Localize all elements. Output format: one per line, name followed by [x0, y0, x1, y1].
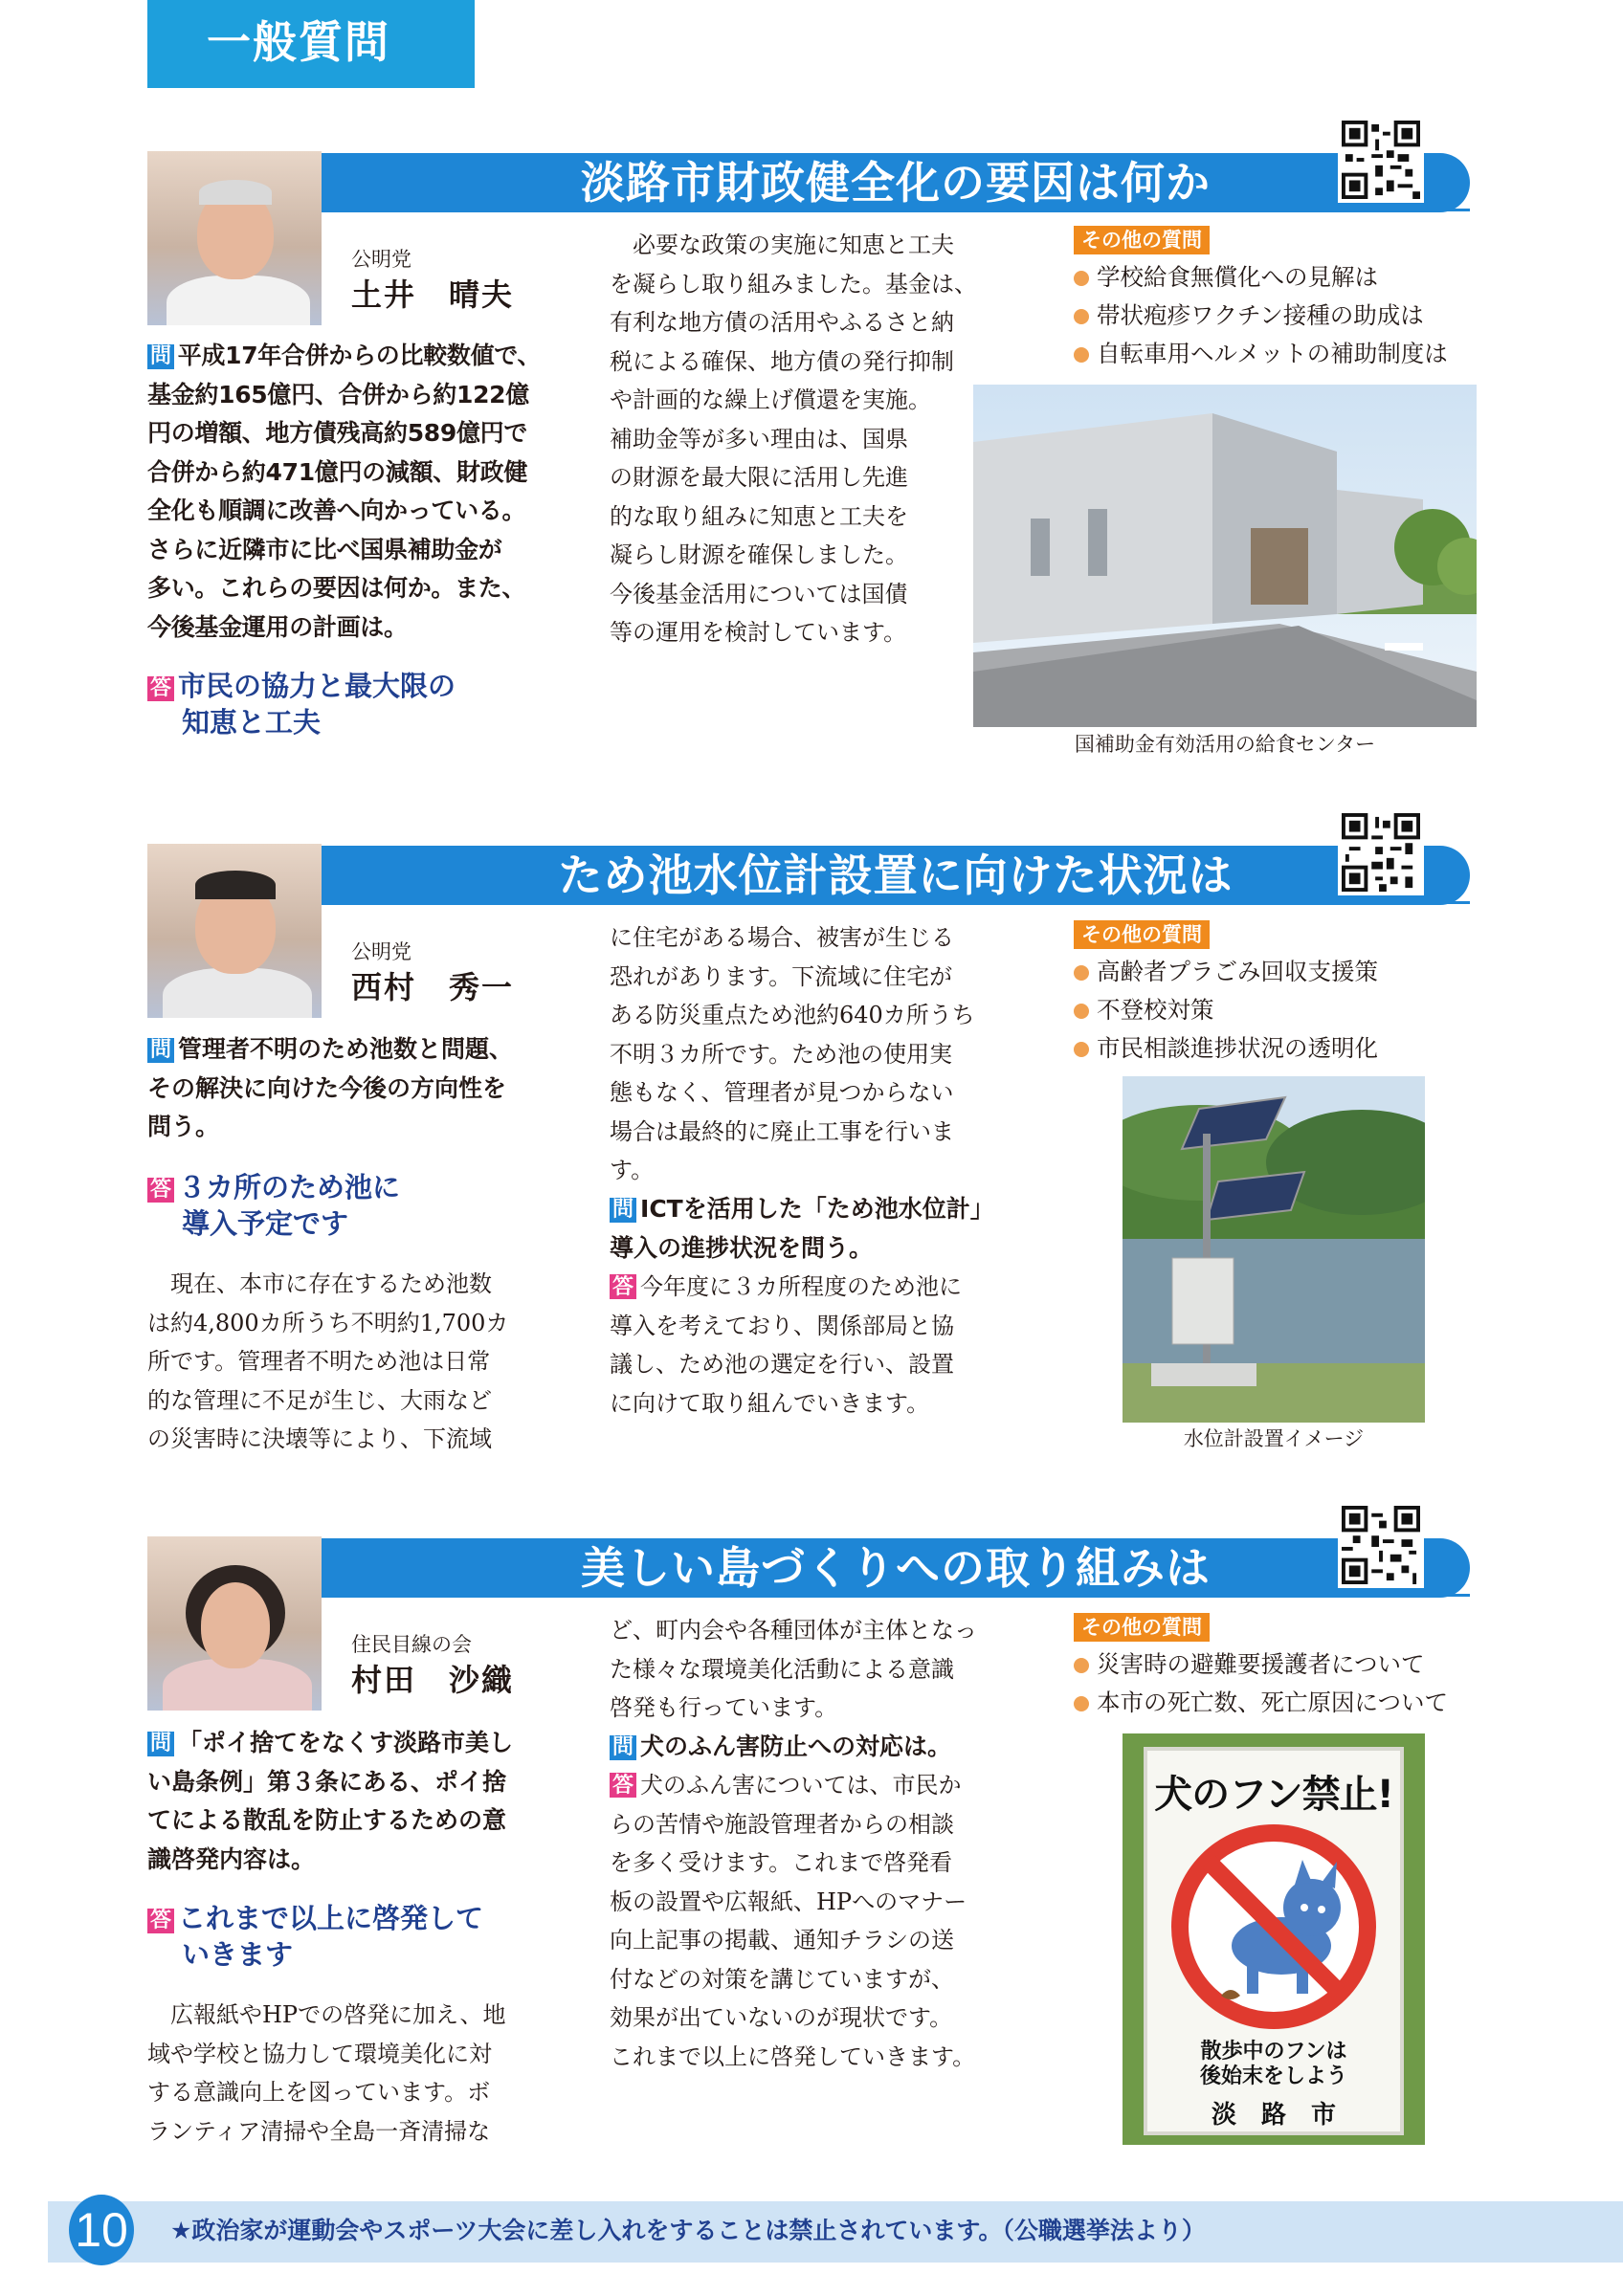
answer-body-3b: ど、町内会や各種団体が主体となっ た様々な環境美化活動による意識 啓発も行っています。	[610, 1617, 977, 1721]
qr-code-3[interactable]	[1338, 1502, 1424, 1588]
list-item: 市民相談進捗状況の透明化	[1074, 1029, 1378, 1068]
answer-body-2c: 答 今年度に３カ所程度のため池に 導入を考えており、関係部局と協 議し、ため池の選定を行い、設置 に向けて取り組んでいきます。	[610, 1273, 963, 1417]
sign-city: 淡 路 市	[1211, 2101, 1336, 2130]
question-mark: 問	[610, 1735, 636, 1760]
question-block-3b: 問 犬のふん害防止への対応は。	[610, 1728, 1031, 1767]
answer-body-2b: に住宅がある場合、被害が生じる 恐れがあります。下流域に住宅が ある防災重点ため池約640カ所うち 不明３カ所です。ため池の使用実 態もなく、管理者が見つからない 場合は最終的に廃止工事を行いま す。	[610, 924, 975, 1183]
list-item: 学校給食無償化への見解は	[1074, 258, 1448, 297]
other-questions-header: その他の質問	[1074, 226, 1210, 254]
answer-heading-1: 答 市民の協力と最大限の 知恵と工夫	[147, 668, 456, 740]
answer-mark: 答	[610, 1274, 636, 1299]
question-block-2b: 問 ICTを活用した「ため池水位計」 導入の進捗状況を問う。	[610, 1195, 994, 1262]
answer-body-3a: 広報紙やHPでの啓発に加え、地 域や学校と協力して環境美化に対 する意識向上を図っています。ボ ランティア清掃や全島一斉清掃な	[147, 2001, 506, 2145]
councillor-name: 土井 晴夫	[351, 276, 515, 313]
list-item: 災害時の避難要援護者について	[1074, 1645, 1448, 1684]
other-questions-3	[1074, 1613, 1448, 1722]
answer-mark: 答	[147, 1178, 174, 1203]
sign-message: 散歩中のフンは 後始末をしよう	[1199, 2040, 1347, 2088]
question-block-1: 問 平成17年合併からの比較数値で、 基金約165億円、合併から約122億 円の増額、地方債残高約589億円で 合併から約471億円の減額、財政健 全化も順調に改善へ向かっている。 さらに近隣市に比べ国県補助金が 多い。これらの要因は何か。また、 今後基金運用の計画は。	[147, 342, 542, 641]
school-lunch-center-photo	[973, 385, 1477, 727]
councillor-photo-murata	[147, 1536, 322, 1711]
other-questions-header: その他の質問	[1074, 920, 1210, 949]
answer-mark: 答	[147, 676, 174, 701]
list-item: 帯状疱疹ワクチン接種の助成は	[1074, 297, 1448, 335]
other-questions-header: その他の質問	[1074, 1613, 1210, 1642]
qr-code-2[interactable]	[1338, 809, 1424, 895]
photo-caption-1: 国補助金有効活用の給食センター	[1074, 733, 1376, 756]
section-1-title: 淡路市財政健全化の要因は何か	[322, 153, 1470, 212]
photo-caption-2: 水位計設置イメージ	[1183, 1427, 1365, 1450]
water-level-gauge-photo	[1123, 1076, 1425, 1423]
party-label: 公明党	[351, 248, 411, 271]
section-tab: 一般質問	[147, 0, 475, 88]
footer-note: ★政治家が運動会やスポーツ大会に差し入れをすることは禁止されています。（公職選挙法より）	[170, 2217, 1206, 2244]
answer-heading-3: 答 これまで以上に啓発して いきます	[147, 1900, 483, 1973]
party-label: 公明党	[351, 940, 411, 963]
question-mark: 問	[610, 1198, 636, 1223]
councillor-name: 西村 秀一	[351, 969, 515, 1005]
question-mark: 問	[147, 344, 174, 369]
answer-mark: 答	[147, 1909, 174, 1933]
question-mark: 問	[147, 1038, 174, 1063]
question-block-2: 問 管理者不明のため池数と問題、 その解決に向けた今後の方向性を 問う。	[147, 1035, 514, 1140]
list-item: 高齢者プラごみ回収支援策	[1074, 953, 1378, 991]
sign-title: 犬のフン禁止!	[1154, 1773, 1393, 1817]
answer-mark: 答	[610, 1773, 636, 1798]
no-dog-icon	[1168, 1821, 1379, 2032]
councillor-name: 村田 沙織	[351, 1662, 515, 1698]
party-label: 住民目線の会	[351, 1633, 472, 1656]
dog-waste-sign-photo	[1123, 1733, 1425, 2145]
other-questions-1	[1074, 226, 1448, 373]
answer-body-1: 必要な政策の実施に知恵と工夫 を凝らし取り組みました。基金は、 有利な地方債の活用やふるさと納 税による確保、地方債の発行抑制 や計画的な繰上げ償還を実施。 補助金等が多い理由は、国県 の財源を最大限に活用し先進 的な取り組みに知恵と工夫を 凝らし財源を確保しました。 今後基金活用については国債 等の運用を検討しています。	[610, 232, 977, 646]
councillor-photo-nishimura	[147, 844, 322, 1018]
answer-body-3c: 答 犬のふん害については、市民か らの苦情や施設管理者からの相談 を多く受けます。これまで啓発看 板の設置や広報紙、HPへのマナー 向上記事の掲載、通知チラシの送 付などの対策を講じていますが、 効果が出ていないのが現状です。 これまで以上に啓発していきます。	[610, 1772, 976, 2070]
question-mark: 問	[147, 1732, 174, 1756]
answer-heading-2: 答 ３カ所のため池に 導入予定です	[147, 1169, 400, 1242]
section-2-title: ため池水位計設置に向けた状況は	[322, 846, 1470, 905]
answer-body-2a: 現在、本市に存在するため池数 は約4,800カ所うち不明約1,700カ 所です。管理者不明ため池は日常 的な管理に不足が生じ、大雨など の災害時に決壊等により、下流域	[147, 1270, 509, 1452]
section-3-title: 美しい島づくりへの取り組みは	[322, 1538, 1470, 1598]
list-item: 本市の死亡数、死亡原因について	[1074, 1684, 1448, 1722]
councillor-photo-doi	[147, 151, 322, 325]
qr-code-1[interactable]	[1338, 117, 1424, 203]
list-item: 自転車用ヘルメットの補助制度は	[1074, 335, 1448, 373]
list-item: 不登校対策	[1074, 991, 1378, 1029]
page-number: 10	[69, 2195, 134, 2265]
other-questions-2	[1074, 920, 1378, 1068]
sign-board	[1144, 1747, 1404, 2135]
question-block-3: 問 「ポイ捨てをなくす淡路市美し い島条例」第３条にある、ポイ捨 てによる散乱を防止するための意 識啓発内容は。	[147, 1729, 514, 1873]
